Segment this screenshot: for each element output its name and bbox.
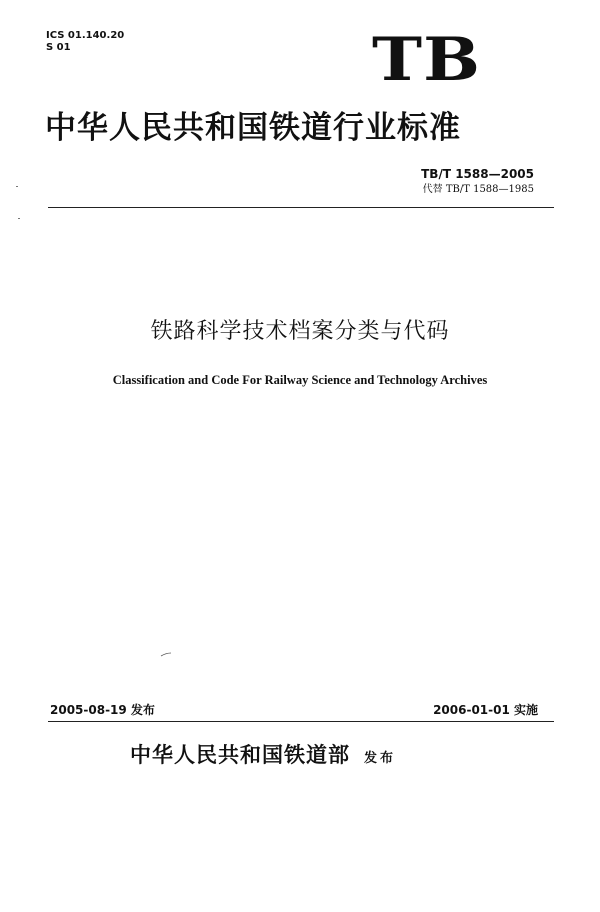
- scan-speck: [18, 218, 20, 219]
- classification-codes: [46, 30, 124, 54]
- standard-number-block: [421, 166, 534, 198]
- ccs-code: S 01: [46, 42, 71, 53]
- scan-stroke-mark: [160, 652, 172, 657]
- scan-speck: [16, 186, 18, 187]
- ics-code: ICS 01.140.20: [46, 30, 125, 41]
- issue-date: 2005-08-19 发布: [50, 703, 155, 717]
- implementation-date: 2006-01-01 实施: [433, 703, 538, 717]
- document-title-chinese: 铁路科学技术档案分类与代码: [150, 319, 450, 344]
- issuer-line: [130, 740, 396, 774]
- document-title-english: Classification and Code For Railway Science and Technology Archives: [112, 373, 488, 387]
- top-divider: [48, 207, 554, 208]
- issuer-action: 发布: [364, 751, 397, 766]
- replaces-note: 代替 TB/T 1588—1985: [422, 184, 534, 195]
- standard-title: 中华人民共和国铁道行业标准: [45, 110, 461, 146]
- bottom-divider: [48, 721, 554, 722]
- tb-logo: TB: [372, 25, 482, 95]
- standard-number: TB/T 1588—2005: [421, 167, 534, 181]
- issuer-organization: 中华人民共和国铁道部: [130, 742, 350, 767]
